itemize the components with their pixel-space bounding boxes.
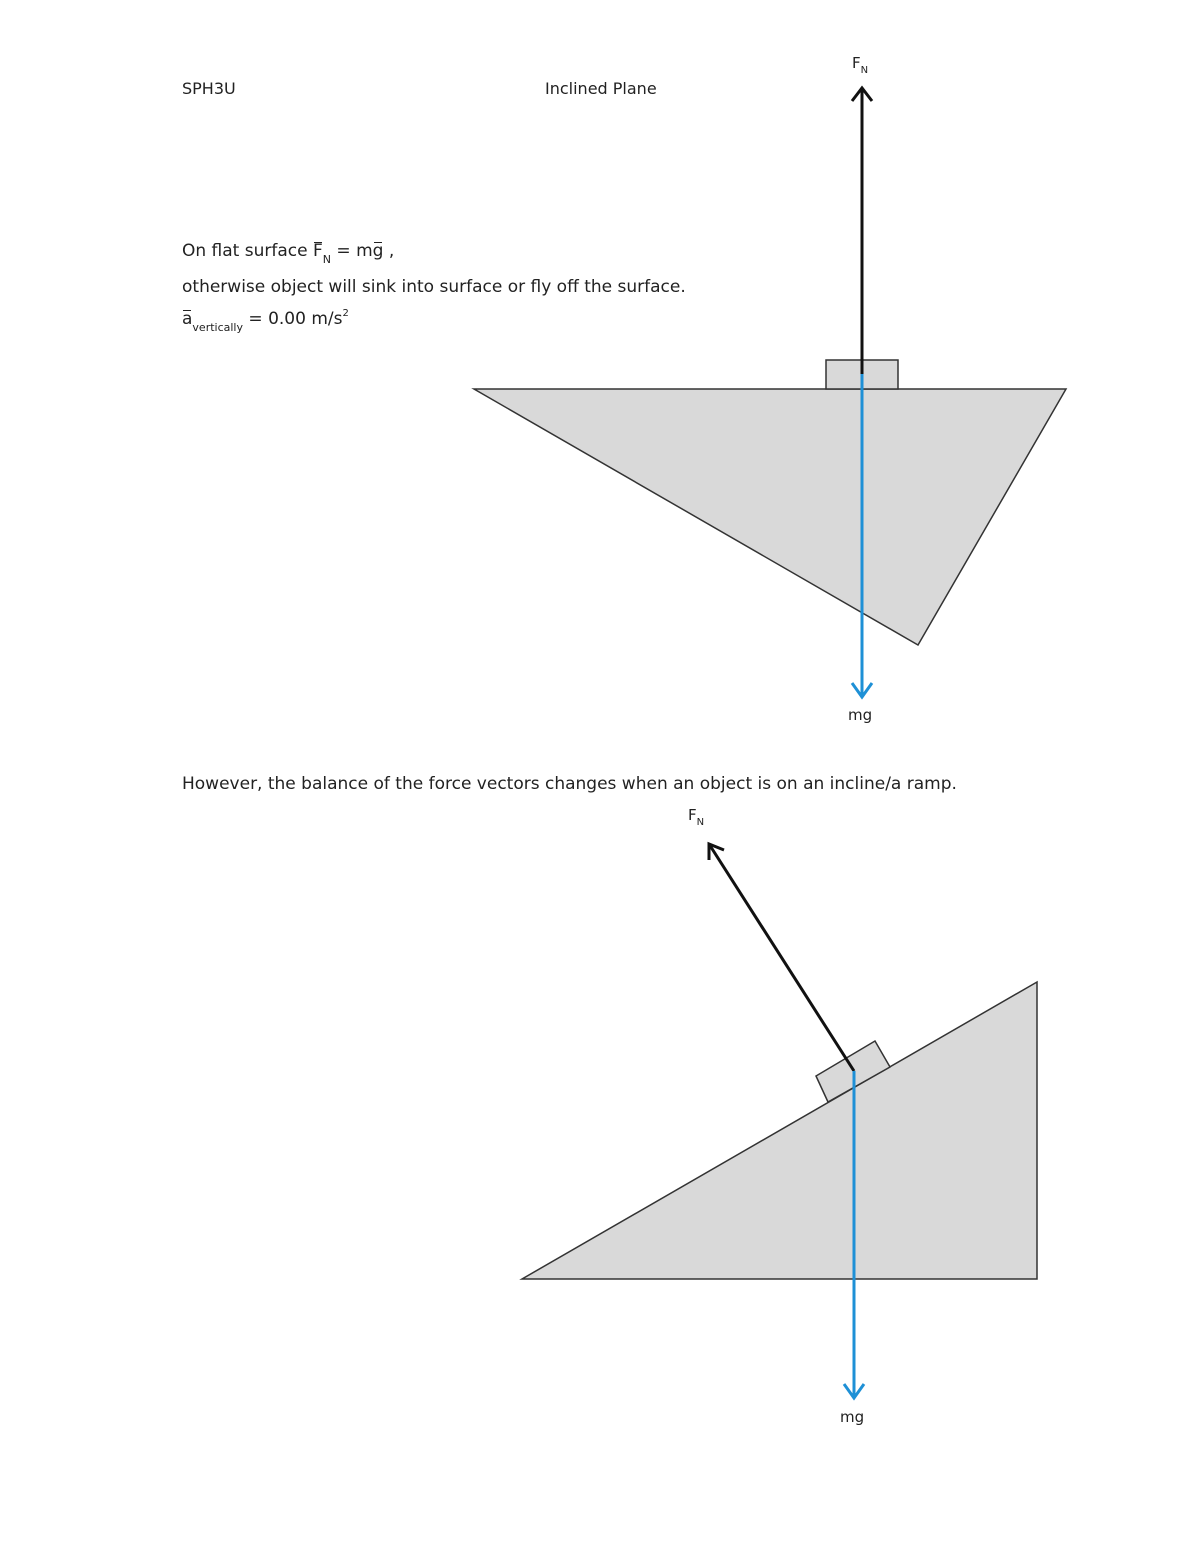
acceleration-exponent: 2 — [342, 308, 349, 319]
normal-force-symbol: F — [313, 241, 323, 261]
incline-normal-force-arrow — [709, 844, 854, 1071]
incline-ramp — [522, 982, 1037, 1279]
weight-force-label: mg — [848, 706, 873, 724]
incline-weight-force-label: mg — [840, 1408, 865, 1426]
page-title: Inclined Plane — [545, 79, 657, 98]
equation-comma: , — [383, 241, 395, 261]
gravity-symbol: g — [372, 241, 384, 261]
equation-equals: = m — [331, 241, 373, 261]
course-code: SPH3U — [182, 79, 236, 98]
incline-intro: However, the balance of the force vectors changes when an object is on an incline/a ramp. — [182, 774, 957, 794]
normal-force-label: $F_N$ — [852, 54, 869, 76]
equation-prefix: On flat surface — [182, 241, 313, 261]
flat-surface-explanation: otherwise object will sink into surface or fly off the surface. — [182, 277, 686, 297]
acceleration-symbol: a — [182, 309, 193, 329]
acceleration-value: = 0.00 m/s — [243, 309, 343, 329]
acceleration-subscript: vertically — [192, 321, 244, 334]
normal-force-subscript: N — [322, 253, 332, 266]
incline-normal-force-label: $F_N$ — [688, 806, 705, 828]
